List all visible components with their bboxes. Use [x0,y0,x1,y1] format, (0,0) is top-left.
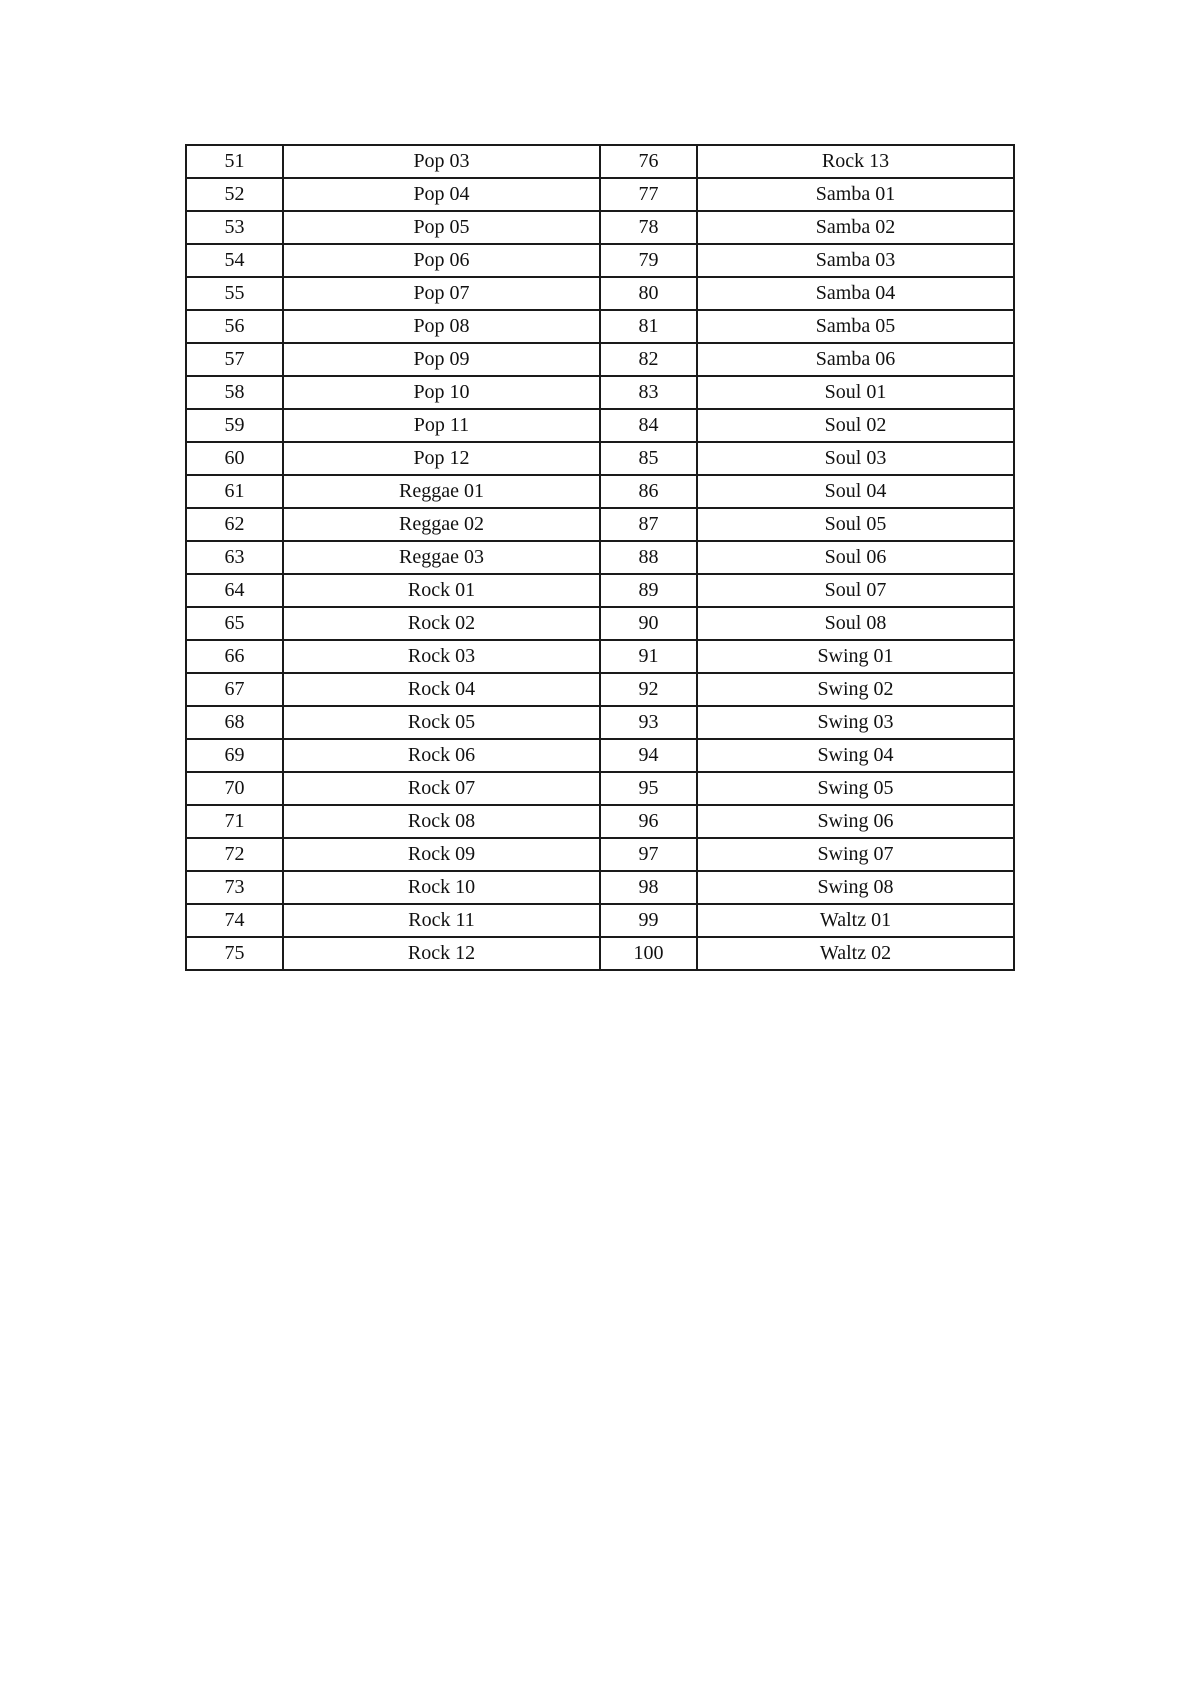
left-number-cell: 58 [186,376,283,409]
left-style-name-cell: Pop 11 [283,409,600,442]
right-number-cell: 88 [600,541,697,574]
left-style-name-cell: Rock 07 [283,772,600,805]
left-number-cell: 72 [186,838,283,871]
right-number-cell: 80 [600,277,697,310]
table-row [186,145,1014,178]
left-number-cell: 73 [186,871,283,904]
right-style-name-cell: Samba 04 [697,277,1014,310]
right-number-cell: 83 [600,376,697,409]
right-style-name-cell: Soul 08 [697,607,1014,640]
left-style-name-cell: Rock 09 [283,838,600,871]
table-row [186,244,1014,277]
right-style-name-cell: Swing 02 [697,673,1014,706]
right-number-cell: 97 [600,838,697,871]
right-number-cell: 84 [600,409,697,442]
right-number-cell: 89 [600,574,697,607]
left-style-name-cell: Pop 05 [283,211,600,244]
table-row [186,277,1014,310]
right-number-cell: 86 [600,475,697,508]
right-number-cell: 78 [600,211,697,244]
right-number-cell: 99 [600,904,697,937]
right-style-name-cell: Swing 04 [697,739,1014,772]
left-number-cell: 54 [186,244,283,277]
right-style-name-cell: Samba 05 [697,310,1014,343]
left-style-name-cell: Rock 11 [283,904,600,937]
table-row [186,442,1014,475]
left-style-name-cell: Pop 09 [283,343,600,376]
table-row [186,541,1014,574]
left-number-cell: 51 [186,145,283,178]
left-style-name-cell: Reggae 02 [283,508,600,541]
left-number-cell: 63 [186,541,283,574]
right-number-cell: 94 [600,739,697,772]
left-style-name-cell: Rock 05 [283,706,600,739]
table-row [186,475,1014,508]
right-number-cell: 91 [600,640,697,673]
right-style-name-cell: Waltz 01 [697,904,1014,937]
right-style-name-cell: Samba 06 [697,343,1014,376]
table-row [186,805,1014,838]
right-style-name-cell: Soul 04 [697,475,1014,508]
table-row [186,310,1014,343]
table-row [186,904,1014,937]
left-style-name-cell: Rock 04 [283,673,600,706]
right-style-name-cell: Swing 07 [697,838,1014,871]
table-row [186,508,1014,541]
left-number-cell: 75 [186,937,283,970]
left-number-cell: 52 [186,178,283,211]
table-row [186,343,1014,376]
right-style-name-cell: Rock 13 [697,145,1014,178]
right-style-name-cell: Swing 01 [697,640,1014,673]
right-number-cell: 79 [600,244,697,277]
left-style-name-cell: Pop 07 [283,277,600,310]
style-list-table [185,144,1015,971]
right-number-cell: 95 [600,772,697,805]
left-number-cell: 65 [186,607,283,640]
table-row [186,211,1014,244]
left-style-name-cell: Reggae 03 [283,541,600,574]
right-number-cell: 82 [600,343,697,376]
left-number-cell: 61 [186,475,283,508]
right-number-cell: 92 [600,673,697,706]
right-style-name-cell: Soul 02 [697,409,1014,442]
right-style-name-cell: Soul 07 [697,574,1014,607]
left-number-cell: 70 [186,772,283,805]
left-number-cell: 64 [186,574,283,607]
left-number-cell: 66 [186,640,283,673]
left-number-cell: 71 [186,805,283,838]
left-style-name-cell: Pop 08 [283,310,600,343]
left-number-cell: 60 [186,442,283,475]
left-style-name-cell: Pop 12 [283,442,600,475]
right-number-cell: 93 [600,706,697,739]
right-number-cell: 98 [600,871,697,904]
left-style-name-cell: Rock 03 [283,640,600,673]
table-row [186,574,1014,607]
left-number-cell: 55 [186,277,283,310]
table-row [186,772,1014,805]
right-style-name-cell: Samba 01 [697,178,1014,211]
table-row [186,706,1014,739]
style-list-body [186,145,1014,970]
left-number-cell: 74 [186,904,283,937]
right-number-cell: 96 [600,805,697,838]
left-number-cell: 62 [186,508,283,541]
left-style-name-cell: Rock 06 [283,739,600,772]
right-number-cell: 100 [600,937,697,970]
left-number-cell: 57 [186,343,283,376]
right-style-name-cell: Soul 01 [697,376,1014,409]
table-row [186,607,1014,640]
right-number-cell: 77 [600,178,697,211]
right-style-name-cell: Soul 06 [697,541,1014,574]
left-style-name-cell: Pop 06 [283,244,600,277]
left-style-name-cell: Rock 10 [283,871,600,904]
table-row [186,673,1014,706]
right-style-name-cell: Swing 08 [697,871,1014,904]
left-style-name-cell: Rock 12 [283,937,600,970]
table-row [186,739,1014,772]
left-style-name-cell: Pop 10 [283,376,600,409]
right-number-cell: 85 [600,442,697,475]
right-number-cell: 81 [600,310,697,343]
table-row [186,871,1014,904]
right-style-name-cell: Samba 02 [697,211,1014,244]
left-style-name-cell: Rock 08 [283,805,600,838]
left-style-name-cell: Rock 02 [283,607,600,640]
table-row [186,838,1014,871]
right-number-cell: 87 [600,508,697,541]
left-style-name-cell: Rock 01 [283,574,600,607]
left-number-cell: 59 [186,409,283,442]
right-style-name-cell: Swing 03 [697,706,1014,739]
left-number-cell: 53 [186,211,283,244]
right-style-name-cell: Soul 03 [697,442,1014,475]
right-style-name-cell: Soul 05 [697,508,1014,541]
left-number-cell: 69 [186,739,283,772]
table-row [186,937,1014,970]
table-row [186,376,1014,409]
right-number-cell: 90 [600,607,697,640]
left-style-name-cell: Pop 03 [283,145,600,178]
right-style-name-cell: Samba 03 [697,244,1014,277]
right-style-name-cell: Swing 05 [697,772,1014,805]
table-row [186,178,1014,211]
left-number-cell: 56 [186,310,283,343]
table-row [186,640,1014,673]
table-row [186,409,1014,442]
left-style-name-cell: Reggae 01 [283,475,600,508]
right-style-name-cell: Waltz 02 [697,937,1014,970]
right-style-name-cell: Swing 06 [697,805,1014,838]
right-number-cell: 76 [600,145,697,178]
left-style-name-cell: Pop 04 [283,178,600,211]
left-number-cell: 67 [186,673,283,706]
left-number-cell: 68 [186,706,283,739]
